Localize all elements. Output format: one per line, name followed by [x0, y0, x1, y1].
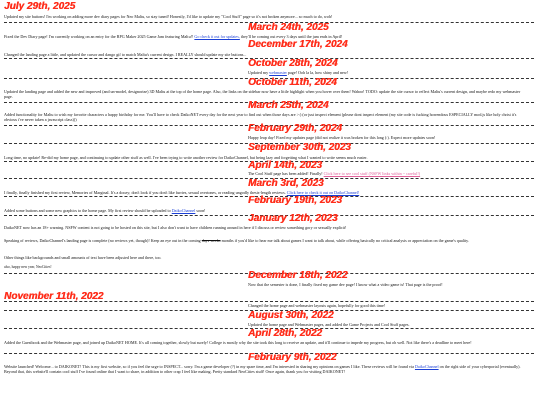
update-date: July 29th, 2025	[4, 1, 76, 12]
update-text-part: I finally, finally finished my first review, Memories of Marginal. It's a doozy; don't look if you don't like furries, sexual overtones, or reading ungodly thesis-length reviews.	[4, 190, 286, 195]
dev-diary-link[interactable]: Go check it out for updates,	[194, 34, 240, 39]
update-text	[4, 238, 524, 243]
update-text: Changed the landing page a little, and updated the cursor and dango gif to match Maltu's current design. I REALLY should update my site buttons...	[4, 52, 247, 57]
update-date: September 30th, 2023	[248, 142, 351, 153]
update-text-part: soon!	[196, 208, 206, 213]
update-date: February 29th, 2024	[248, 123, 342, 134]
update-text: DaikoNET now has an 18+ warning. NSFW content is not going to be hosted on this site, but I also don't want to have children running around in here if I discuss or review something gory or sexually explicit!	[4, 225, 347, 230]
update-text: also, happy new year, NeoCities!	[4, 265, 52, 269]
struck-text: days weeks	[201, 238, 221, 243]
update-text-part: Fixed the Dev Diary page! I'm currently working on an entry for the RPG Maker 2025 Game Jam featuring Maltu!!	[4, 34, 194, 39]
update-date: December 17th, 2024	[248, 39, 348, 50]
update-date: March 3rd, 2023	[248, 178, 324, 189]
update-date: November 11th, 2022	[4, 291, 104, 302]
cool-stuff-link[interactable]: Click here to see cool stuff (NSFW links within ~ careful!)	[323, 171, 421, 176]
update-text: Updated the home page and Webmaster pages, and added the Game Projects and Cool Stuff pages.	[248, 322, 410, 327]
update-date: March 25th, 2024	[248, 100, 329, 111]
update-text: Now that the semester is done, I finally fixed my game dev page! I know what a video game is! That page is the proof!	[248, 282, 443, 287]
update-date: February 19th, 2023	[248, 195, 342, 206]
update-text-part: page! Ooh la la, how shiny and new!	[287, 70, 349, 75]
update-text-part: Speaking of reviews, DaikoChannel's landing page is complete (no reviews yet, though)! Keep an eye out in the coming	[4, 238, 201, 243]
update-date: April 14th, 2023	[248, 160, 322, 171]
update-text-part: Website launched! Welcome... to DAIKONET! This is my first website, so if you feel the urge to INSPECT... sorry. I'm a game developer (?) in my spare time, and I'm interested in sharing my opinions on games I like. These reviews will be found via	[4, 364, 414, 369]
review-link[interactable]: Click here to check it out on DaikoChannel!	[286, 190, 360, 195]
update-date: January 12th, 2023	[248, 213, 338, 224]
update-date: December 18th, 2022	[248, 270, 348, 281]
update-text: Happy leap day! Fixed my updates page (did not realize it was broken for this long (:). Expect more updates soon!	[248, 135, 436, 140]
update-text: Other things like backgrounds and small amounts of text have been adjusted here and there, too.	[4, 255, 162, 260]
update-text	[248, 70, 534, 75]
update-text: Updated my site buttons! I'm working on adding more dev diary pages for Neo Maltu, so stay tuned! Honestly, I'd like to update my "Cool Stuff" page so it's not broken anymore... so much to do, woh!	[4, 14, 333, 19]
update-text-part: on the right side of your cyberportal (eventually). Beyond that, this website'll contain cool stuff I've found online that I want to share, in addition to other crap I feel like making. Pretty standard NeoCities stuff! Once again, thank you for visiting DAIKONET!	[4, 364, 521, 374]
update-text: Added functionality for Maltu to wish my favorite characters a happy birthday for me. You'll have to check DaikoNET every day for the next year to find out when those days are >:) (or just inspect element (please dont inspect element (my site code is fucking horrendous ESPECIALLY mod.js like holy christ it's obvious i've never taken a javascript class)))	[4, 112, 517, 122]
update-date: March 24th, 2025	[248, 22, 329, 33]
daikochannel-link[interactable]: DaikoChannel	[414, 364, 439, 369]
update-text	[248, 171, 534, 176]
update-date: October 28th, 2024	[248, 58, 338, 69]
update-text: Changed the home page and webmaster layouts again, hopefully for good this time!	[248, 303, 386, 308]
update-text: Long time, no update! Re-did my home page, and continuing to update other stuff as well. I've been trying to write another review for DaikoChannel, but being lazy and forgetting what I wanted to write seems much easier.	[4, 155, 368, 160]
update-text	[4, 364, 524, 374]
update-text-part: Added some buttons and some new graphics to the home page. My first review should be uploaded to	[4, 208, 171, 213]
update-date: February 9th, 2022	[248, 352, 337, 363]
update-text-part: Updated my	[248, 70, 269, 75]
update-text-part: months if you'd like to hear me talk about games I want to talk about, while offering basically no critical analysis or appreciation on the game's quality.	[221, 238, 469, 243]
webmaster-link[interactable]: webmaster	[269, 70, 287, 75]
update-date: August 30th, 2022	[248, 310, 334, 321]
divider	[4, 301, 534, 302]
update-date: April 28th, 2022	[248, 328, 322, 339]
daikochannel-link[interactable]: DaikoChannel	[171, 208, 196, 213]
update-text-part: they'll be coming out every 3 days until the jam ends in April!	[240, 34, 343, 39]
update-date: October 11th, 2024	[248, 77, 337, 88]
update-text: Updated the landing page and added the new and improved (and un-model, designorize) 3D Maltu at the top of the home page. Also, the links on the sidebar now have a little highlight when you hover over them! Wahoo! TODO: update the site cursor to reflect Maltu's current design, and maybe redo my webmaster page.	[4, 89, 521, 99]
update-text-part: The Cool Stuff page has been added! Finally!	[248, 171, 323, 176]
update-text: Added the Guestbook and the Webmaster page, and joined up DaikoNET HOME. It's all coming together, slowly but surely! College is mostly why the site took this long to receive an update, and it'll continue to impede my progress, but oh well. Not like there's a deadline to meet here!	[4, 340, 472, 345]
